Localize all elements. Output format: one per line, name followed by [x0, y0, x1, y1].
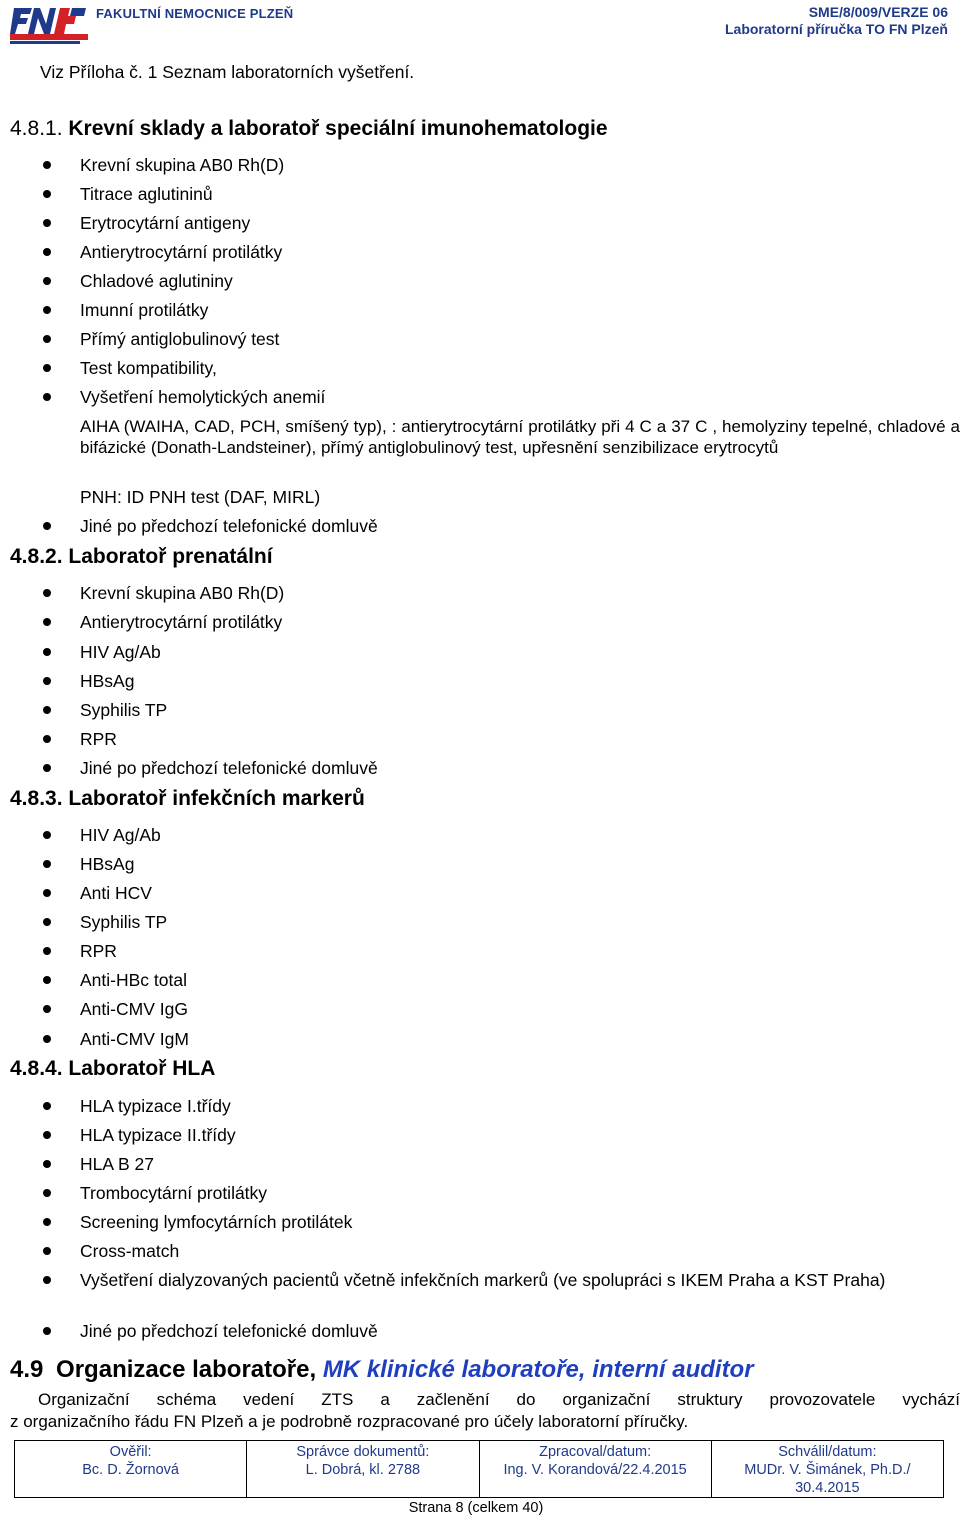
bullet-icon — [43, 889, 51, 897]
bullet-icon — [43, 706, 51, 714]
bullet-icon — [43, 1247, 51, 1255]
list-item: Antierytrocytární protilátky — [80, 242, 283, 262]
bullet-icon — [43, 522, 51, 530]
bullet-icon — [43, 1276, 51, 1284]
bullet-icon — [43, 1160, 51, 1168]
paragraph-line-2: z organizačního řádu FN Plzeň a je podrobně rozpracované pro účely laboratorní příručky. — [10, 1412, 689, 1431]
list-item: Krevní skupina AB0 Rh(D) — [80, 155, 285, 175]
list-item: Anti-CMV IgM — [80, 1029, 189, 1049]
approval-table — [14, 1440, 944, 1498]
list-item: Syphilis TP — [80, 912, 168, 932]
bullet-icon — [43, 618, 51, 626]
bullet-icon — [43, 277, 51, 285]
bullet-icon — [43, 1327, 51, 1335]
bullet-icon — [43, 1035, 51, 1043]
bullet-icon — [43, 393, 51, 401]
list-item: Krevní skupina AB0 Rh(D) — [80, 583, 285, 603]
bullet-icon — [43, 764, 51, 772]
list-item: Chladové aglutininy — [80, 271, 233, 291]
list-item: HLA B 27 — [80, 1154, 154, 1174]
document-title: Laboratorní příručka TO FN Plzeň — [724, 21, 948, 37]
cell-label: Ověřil: — [109, 1444, 152, 1460]
bullet-icon — [43, 1131, 51, 1139]
list-item: Vyšetření hemolytických anemií — [80, 387, 326, 407]
logo-text: FAKULTNÍ NEMOCNICE PLZEŇ — [96, 6, 294, 21]
section-title: Laboratoř prenatální — [68, 545, 273, 568]
list-item: Anti-HBc total — [80, 970, 187, 990]
list-item: HIV Ag/Ab — [80, 642, 161, 662]
bullet-icon — [43, 589, 51, 597]
bullet-icon — [43, 976, 51, 984]
section-number: 4.9 — [10, 1356, 44, 1383]
hospital-logo-icon — [10, 4, 88, 46]
list-item: Titrace aglutininů — [80, 184, 213, 204]
cell-label: Schválil/datum: — [778, 1444, 877, 1460]
bullet-icon — [43, 947, 51, 955]
list-item: HBsAg — [80, 671, 135, 691]
list-item: Test kompatibility, — [80, 358, 217, 378]
bullet-icon — [43, 677, 51, 685]
section-title: Laboratoř HLA — [68, 1057, 216, 1080]
section-title-blue: MK klinické laboratoře, interní auditor — [322, 1356, 754, 1383]
approval-cell-doc-admin — [247, 1441, 479, 1498]
list-item: RPR — [80, 941, 117, 961]
section-number: 4.8.1. — [10, 117, 63, 140]
organization-paragraph — [10, 1389, 960, 1433]
bullet-icon — [43, 1218, 51, 1226]
bullet-icon — [43, 1102, 51, 1110]
aiha-paragraph — [80, 416, 960, 458]
bullet-icon — [43, 860, 51, 868]
pnh-line: PNH: ID PNH test (DAF, MIRL) — [80, 487, 321, 507]
section-heading-484 — [10, 1057, 215, 1081]
section-heading-49 — [10, 1356, 754, 1384]
list-item: Anti-CMV IgG — [80, 999, 188, 1019]
section-title: Krevní sklady a laboratoř speciální imunohematologie — [68, 117, 608, 140]
aiha-text: AIHA (WAIHA, CAD, PCH, smíšený typ), : antierytrocytární protilátky při 4 C a 37 C , hemolyziny tepelné, chladové a bifázické (Donath-Landsteiner), přímý antiglobulinový test, upřesnění senzibilizace erytrocytů — [80, 417, 960, 457]
bullet-icon — [43, 918, 51, 926]
cell-value: MUDr. V. Šimánek, Ph.D./ — [744, 1462, 911, 1478]
bullet-icon — [43, 1189, 51, 1197]
list-item: Imunní protilátky — [80, 300, 209, 320]
bullet-icon — [43, 306, 51, 314]
list-item: Syphilis TP — [80, 700, 168, 720]
bullet-icon — [43, 648, 51, 656]
page-number: Strana 8 (celkem 40) — [408, 1500, 544, 1516]
cell-value-date: 30.4.2015 — [795, 1480, 860, 1496]
paragraph-line-1: Organizační schéma vedení ZTS a začlenění do organizační struktury provozovatele vychází — [38, 1390, 960, 1409]
list-item: Anti HCV — [80, 883, 152, 903]
approval-cell-approved — [711, 1441, 943, 1498]
cell-label: Správce dokumentů: — [296, 1444, 430, 1460]
cell-value: Bc. D. Žornová — [82, 1462, 179, 1478]
list-item: HLA typizace I.třídy — [80, 1096, 231, 1116]
cell-label: Zpracoval/datum: — [539, 1444, 652, 1460]
section-heading-481 — [10, 117, 608, 141]
bullet-icon — [43, 1005, 51, 1013]
bullet-icon — [43, 219, 51, 227]
list-item: Vyšetření dialyzovaných pacientů včetně infekčních markerů (ve spolupráci s IKEM Praha a KST Praha) — [80, 1270, 886, 1290]
bullet-icon — [43, 190, 51, 198]
list-item: Screening lymfocytárních protilátek — [80, 1212, 353, 1232]
approval-cell-prepared — [479, 1441, 711, 1498]
bullet-icon — [43, 364, 51, 372]
list-item: Jiné po předchozí telefonické domluvě — [80, 1321, 378, 1341]
list-item: Trombocytární protilátky — [80, 1183, 268, 1203]
list-item: Cross-match — [80, 1241, 180, 1261]
section-heading-482 — [10, 545, 273, 569]
list-item: HBsAg — [80, 854, 135, 874]
section-title-black: Organizace laboratoře, — [56, 1356, 317, 1383]
section-number: 4.8.2. — [10, 545, 63, 568]
list-item: Jiné po předchozí telefonické domluvě — [80, 758, 378, 778]
list-item: Antierytrocytární protilátky — [80, 612, 283, 632]
bullet-icon — [43, 161, 51, 169]
list-item: Erytrocytární antigeny — [80, 213, 251, 233]
bullet-icon — [43, 735, 51, 743]
approval-cell-verified — [15, 1441, 247, 1498]
list-item: Přímý antiglobulinový test — [80, 329, 280, 349]
bullet-icon — [43, 335, 51, 343]
section-heading-483 — [10, 787, 365, 811]
cell-value: Ing. V. Korandová/22.4.2015 — [503, 1462, 687, 1478]
document-code: SME/8/009/VERZE 06 — [808, 4, 948, 20]
bullet-icon — [43, 248, 51, 256]
list-item: RPR — [80, 729, 117, 749]
cell-value: L. Dobrá, kl. 2788 — [305, 1462, 421, 1478]
section-number: 4.8.3. — [10, 787, 63, 810]
section-title: Laboratoř infekčních markerů — [68, 787, 365, 810]
intro-line: Viz Příloha č. 1 Seznam laboratorních vyšetření. — [40, 62, 415, 82]
section-number: 4.8.4. — [10, 1057, 63, 1080]
list-item: Jiné po předchozí telefonické domluvě — [80, 516, 378, 536]
list-item: HIV Ag/Ab — [80, 825, 161, 845]
bullet-icon — [43, 831, 51, 839]
list-item: HLA typizace II.třídy — [80, 1125, 236, 1145]
